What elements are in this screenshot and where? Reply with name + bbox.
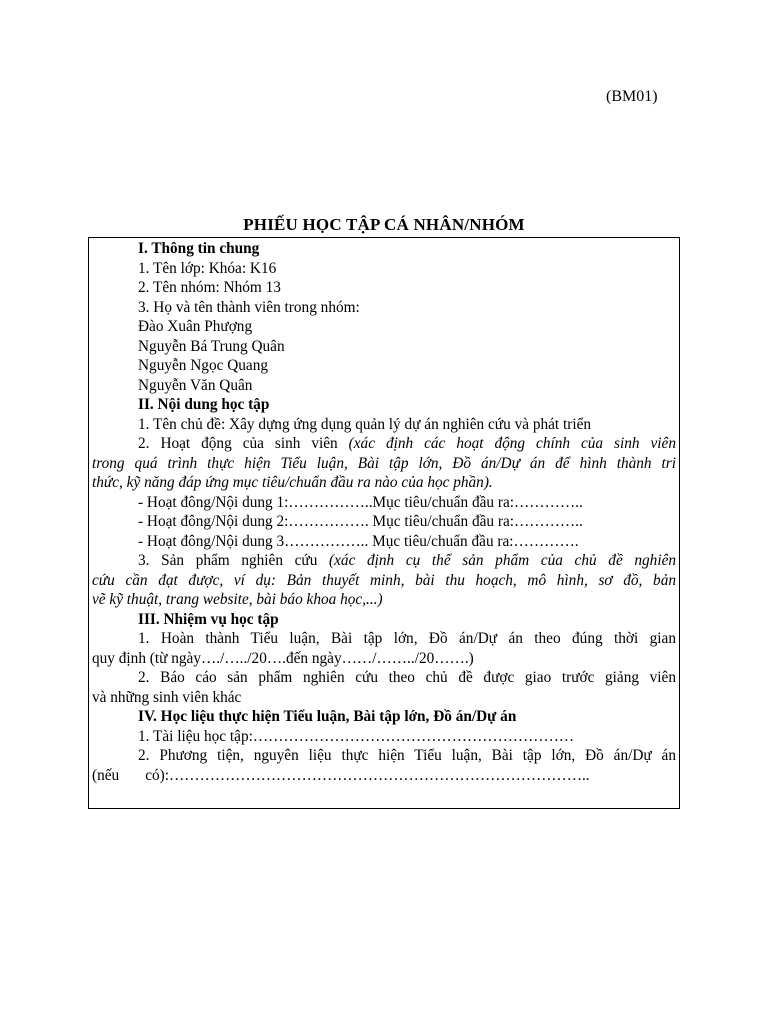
member-name: Nguyễn Ngọc Quang [138,357,268,374]
activity-note-3: thức, kỹ năng đáp ứng mục tiêu/chuẩn đầu ra nào của học phần). [92,474,493,491]
task-2-line-2: và những sinh viên khác [92,689,242,706]
section-3-heading: III. Nhiệm vụ học tập [138,611,279,628]
topic-line: 1. Tên chủ đề: Xây dựng ứng dụng quản lý dự án nghiên cứu và phát triển [138,416,592,433]
group-line: 2. Tên nhóm: Nhóm 13 [138,279,281,296]
member-name: Nguyễn Văn Quân [138,377,253,394]
section-1-heading: I. Thông tin chung [138,240,260,257]
task-1-line-1: 1. Hoàn thành Tiểu luận, Bài tập lớn, Đồ án/Dự án theo đúng thời gian [138,630,676,647]
section-2-heading: II. Nội dung học tập [138,396,270,413]
equipment-if-label: (nếu [92,767,120,784]
activity-item: - Hoạt đông/Nội dung 1:……………..Mục tiêu/chuẩn đầu ra:………….. [138,494,583,511]
activity-intro-line [92,434,676,454]
product-note-2: cứu cần đạt được, ví dụ: Bản thuyết minh, bài thu hoạch, mô hình, sơ đồ, bản [92,572,676,589]
members-label: 3. Họ và tên thành viên trong nhóm: [138,299,360,316]
task-1-line-2: quy định (từ ngày…./…../20….đến ngày……/……../20…….) [92,650,474,667]
activity-item: - Hoạt đông/Nội dung 3…………….. Mục tiêu/chuẩn đầu ra:…………. [138,533,579,550]
page-title: PHIẾU HỌC TẬP CÁ NHÂN/NHÓM [243,215,525,234]
activity-note-2: trong quá trình thực hiện Tiểu luận, Bài tập lớn, Đồ án/Dự án để hình thành tri [92,455,676,472]
equipment-dots: có):……………………………………………………………………….. [145,767,590,784]
materials-line: 1. Tài liệu học tập:……………………………………………………… [138,728,575,745]
equipment-line-2 [92,766,676,786]
member-name: Đào Xuân Phượng [138,318,253,335]
member-name: Nguyễn Bá Trung Quân [138,338,285,355]
section-4-heading: IV. Học liệu thực hiện Tiểu luận, Bài tập lớn, Đồ án/Dự án [138,708,517,725]
product-intro-line [92,551,676,571]
product-note-3: vẽ kỹ thuật, trang website, bài báo khoa học,...) [92,591,383,608]
task-2-line-1: 2. Báo cáo sản phẩm nghiên cứu theo chủ đề được giao trước giảng viên [138,669,676,686]
activity-prefix: 2. Hoạt động của sinh viên [138,435,338,452]
class-line: 1. Tên lớp: Khóa: K16 [138,260,277,277]
product-prefix: 3. Sản phẩm nghiên cứu [138,552,318,569]
form-code: (BM01) [606,88,658,105]
equipment-line-1: 2. Phương tiện, nguyên liệu thực hiện Tiểu luận, Bài tập lớn, Đồ án/Dự án [138,747,676,764]
activity-item: - Hoạt đông/Nội dung 2:……………. Mục tiêu/chuẩn đầu ra:………….. [138,513,583,530]
activity-note-1: (xác định các hoạt động chính của sinh viên [348,435,676,452]
product-note-1: (xác định cụ thể sản phẩm của chủ đề nghiên [329,552,677,569]
